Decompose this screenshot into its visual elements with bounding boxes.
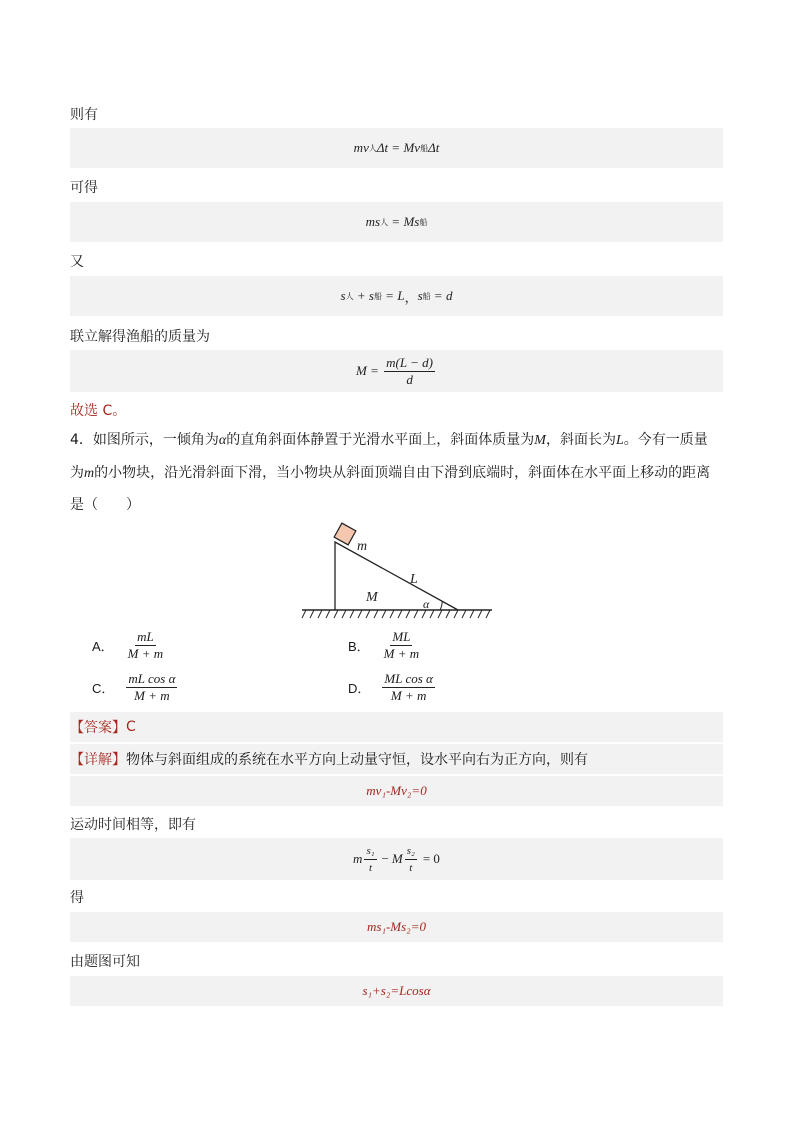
answer-label: 【答案】: [70, 720, 126, 736]
text-time-equal: 运动时间相等，即有: [70, 817, 196, 833]
block-m: [334, 523, 356, 545]
text-from-figure: 由题图可知: [70, 954, 140, 970]
angle-arc: [440, 601, 442, 610]
question-line-3: 是（ ）: [70, 497, 140, 513]
incline-triangle: [335, 542, 458, 610]
label-alpha: α: [423, 597, 430, 611]
option-c[interactable]: C． $\frac{\text{mL cos α}}{M + m}$: [92, 671, 176, 703]
equation-band-2: m s 人 = M s 船: [70, 202, 723, 242]
answer-value: C: [126, 719, 136, 735]
label-m: m: [357, 539, 368, 554]
incline-figure: [300, 520, 500, 622]
option-a[interactable]: A． $\frac{mL}{M + m}$: [92, 629, 164, 661]
text-choose-c: 故选 C。: [70, 403, 127, 419]
detail-row: [70, 744, 723, 774]
detail-equation-1: mv₁-Mv₂=0: [70, 776, 723, 806]
question-line-1: 4．如图所示，一倾角为α的直角斜面体静置于光滑水平面上，斜面体质量为M，斜面长为L。今有一质量: [70, 432, 708, 448]
detail-equation-4: s₁+s₂=Lcosα: [70, 976, 723, 1006]
text-then-have: 则有: [70, 107, 98, 123]
detail-equation-2: m $\frac{\text{s₁}}{t}$ − M $\frac{\text{s₂}}{t}$ = 0: [70, 838, 723, 880]
answer-row: [70, 712, 723, 742]
question-line-2: 为m的小物块，沿光滑斜面下滑，当小物块从斜面顶端自由下滑到底端时，斜面体在水平面上移动的距离: [70, 465, 711, 481]
ground-hatching: [302, 610, 490, 618]
label-M: M: [366, 590, 378, 605]
text-can-get: 可得: [70, 180, 98, 196]
detail-equation-3: ms₁-Ms₂=0: [70, 912, 723, 942]
option-d[interactable]: D． $\frac{\text{ML cos α}}{M + m}$: [348, 671, 433, 703]
option-b[interactable]: B． $\frac{ML}{M + m}$: [348, 629, 420, 661]
equation-band-4: M = $\frac{m(L - d)}{d}$: [70, 350, 723, 392]
text-also: 又: [70, 254, 84, 270]
text-get: 得: [70, 890, 84, 906]
detail-label: 【详解】: [70, 752, 126, 768]
label-L: L: [410, 572, 418, 587]
detail-text: 物体与斜面组成的系统在水平方向上动量守恒，设水平向右为正方向，则有: [126, 752, 588, 768]
equation-band-1: m v 人 Δt = M v 船 Δt: [70, 128, 723, 168]
text-solve-mass: 联立解得渔船的质量为: [70, 329, 210, 345]
equation-band-3: s 人 + s 船 = L ， s 船 = d: [70, 276, 723, 316]
